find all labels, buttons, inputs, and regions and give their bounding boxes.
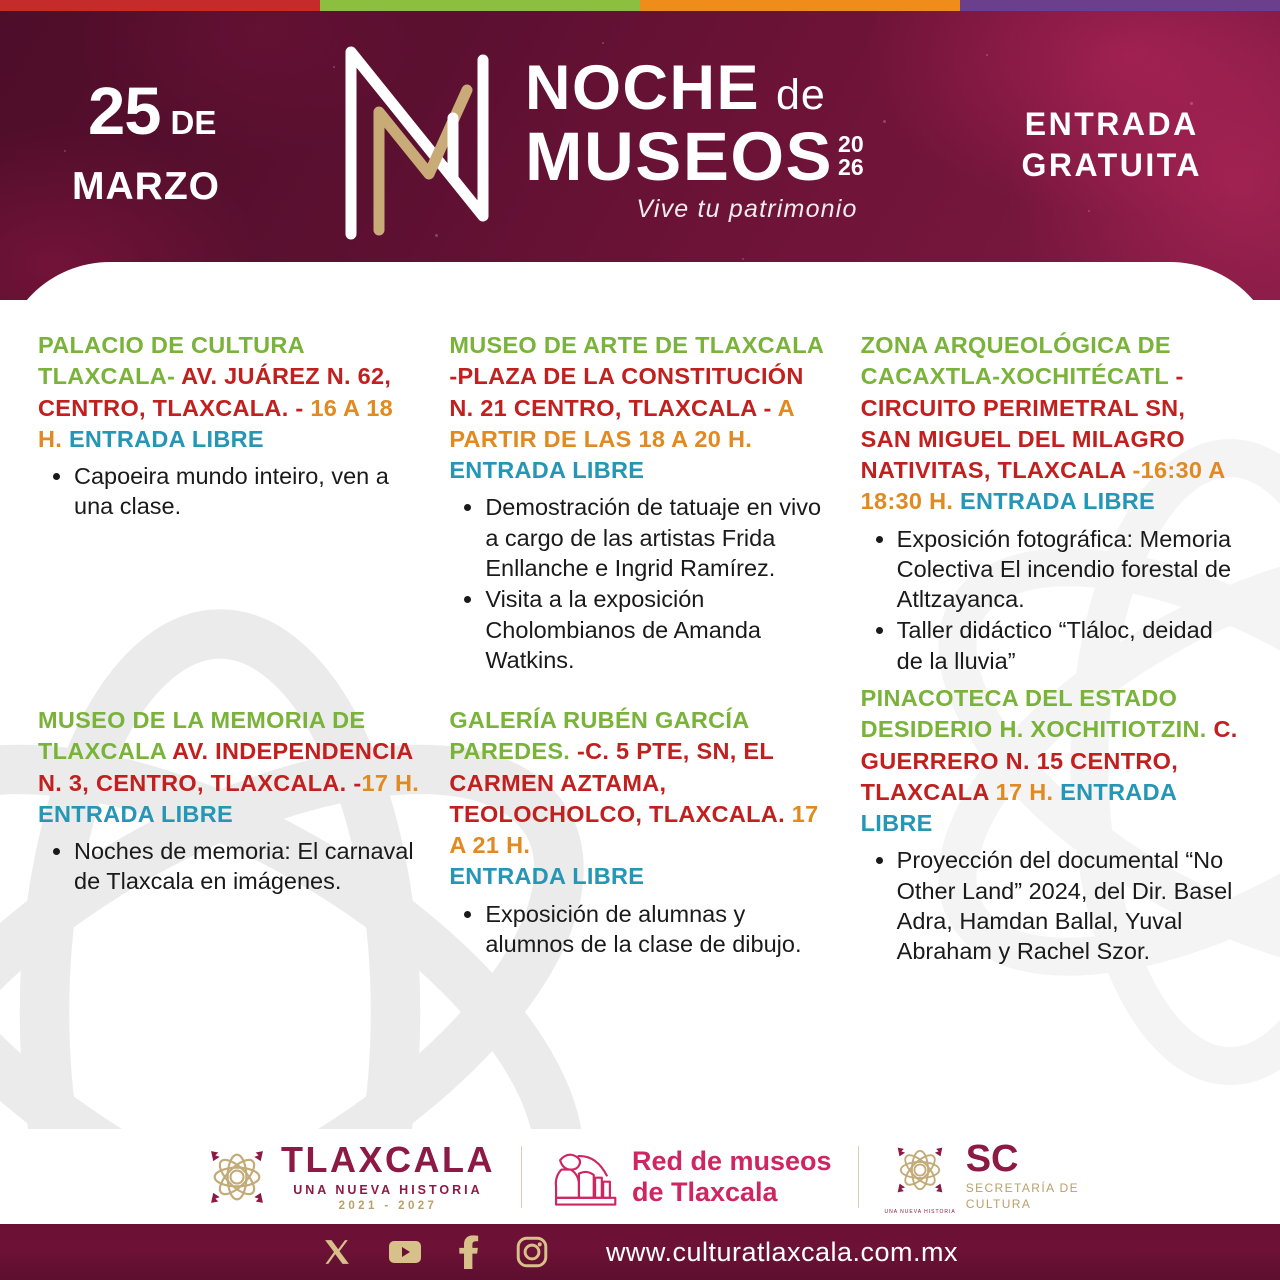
noche-de-museos-monogram-icon	[333, 38, 518, 243]
listing-heading	[449, 705, 830, 893]
free-entry-badge	[1021, 104, 1202, 186]
instagram-icon[interactable]	[516, 1236, 548, 1268]
red-de-museos-logo	[548, 1144, 832, 1210]
listing-free-entry: ENTRADA LIBRE	[449, 457, 645, 483]
youtube-icon[interactable]	[388, 1237, 422, 1267]
listing-heading	[861, 330, 1242, 518]
red-de-museos-text	[632, 1146, 832, 1206]
date-day: 25	[88, 74, 161, 149]
listing-time: 17 H.	[361, 769, 420, 796]
listing-heading	[449, 330, 830, 486]
listing-item	[441, 330, 838, 677]
tlaxcala-tagline: UNA NUEVA HISTORIA	[293, 1182, 483, 1197]
activity-item: • Exposición fotográfica: Memoria Colectiva El incendio forestal de Atltzayanca.	[897, 524, 1242, 615]
website-url[interactable]: www.culturatlaxcala.com.mx	[605, 1236, 959, 1267]
tlaxcala-logo-text	[280, 1138, 495, 1212]
listing-venue: ZONA ARQUEOLÓGICA DE CACAXTLA-XOCHITÉCATL	[860, 332, 1176, 390]
listing-heading	[38, 330, 419, 455]
listing-venue: GALERÍA RUBÉN GARCÍA PAREDES.	[449, 707, 749, 765]
color-band-purple	[960, 0, 1280, 11]
logo-year-top: 20	[838, 130, 864, 157]
listing-item	[30, 677, 427, 968]
listing-activities	[449, 492, 830, 675]
hero-banner	[0, 0, 1280, 300]
listing-address: AV. INDEPENDENCIA N. 3, CENTRO, TLAXCALA. -	[38, 738, 413, 796]
free-entry-line2: GRATUITA	[1021, 146, 1202, 183]
listing-address: AV. JUÁREZ N. 62, CENTRO, TLAXCALA. -	[38, 363, 392, 421]
listing-free-entry: ENTRADA LIBRE	[960, 488, 1155, 515]
listing-time: 17 H.	[995, 778, 1061, 805]
listing-venue: MUSEO DE LA MEMORIA DE TLAXCALA	[38, 707, 366, 765]
logo-year	[838, 130, 864, 181]
listing-time: 17 A 21 H.	[449, 800, 819, 859]
listing-venue: PALACIO DE CULTURA TLAXCALA-	[38, 332, 305, 390]
listing-activities	[861, 845, 1242, 966]
free-entry-line1: ENTRADA	[1024, 106, 1199, 142]
red-line-2: de Tlaxcala	[631, 1176, 778, 1207]
tlaxcala-name: TLAXCALA	[280, 1138, 495, 1180]
social-footer-bar	[0, 1224, 1280, 1280]
logo-divider	[521, 1146, 522, 1208]
sc-name-line-1: SECRETARÍA DE	[965, 1181, 1080, 1196]
listing-activities	[38, 836, 419, 897]
listing-free-entry: ENTRADA LIBRE	[449, 863, 645, 890]
logo-noche: NOCHE	[525, 53, 761, 123]
logo-wordmark	[525, 53, 864, 224]
listing-item	[853, 330, 1250, 677]
x-icon[interactable]	[322, 1237, 352, 1267]
listing-item	[30, 330, 427, 677]
listing-time: -16:30 A 18:30 H.	[860, 457, 1225, 515]
sc-logo-text	[965, 1137, 1080, 1213]
listing-address: C. GUERRERO N. 15 CENTRO, TLAXCALA	[860, 716, 1238, 805]
top-color-bar	[0, 0, 1280, 11]
listing-free-entry: ENTRADA LIBRE	[38, 800, 233, 827]
listing-address: -C. 5 PTE, SN, EL CARMEN AZTAMA, TEOLOCHOLCO, TLAXCALA.	[449, 738, 792, 827]
activity-item: • Capoeira mundo inteiro, ven a una clase.	[74, 461, 419, 522]
logo-de: de	[776, 71, 826, 119]
tlaxcala-government-logo	[201, 1138, 495, 1213]
date-de: DE	[170, 104, 217, 141]
listings-grid	[0, 262, 1280, 968]
institutional-logos	[0, 1129, 1280, 1224]
tlaxcala-flower-icon	[201, 1141, 273, 1213]
listing-address: -PLAZA DE LA CONSTITUCIÓN N. 21 CENTRO, TLAXCALA -	[449, 363, 804, 421]
listing-item	[441, 677, 838, 968]
sc-name-line-2: CULTURA	[965, 1196, 1032, 1211]
sc-abbreviation: SC	[965, 1137, 1019, 1180]
listing-activities	[38, 461, 419, 522]
logo-divider	[858, 1146, 859, 1208]
listing-heading	[38, 705, 419, 830]
sc-flower-icon	[889, 1139, 951, 1201]
date-month: MARZO	[72, 165, 220, 208]
activity-item: • Demostración de tatuaje en vivo a cargo de las artistas Frida Enllanche e Ingrid Ramírez.	[485, 492, 830, 583]
listing-item	[853, 677, 1250, 968]
listing-time: 16 A 18 H.	[38, 394, 393, 452]
activity-item: • Visita a la exposición Cholombianos de Amanda Watkins.	[485, 584, 830, 675]
listing-activities	[449, 899, 830, 960]
logo-tagline: Vive tu patrimonio	[636, 195, 858, 224]
listing-address: -CIRCUITO PERIMETRAL SN, SAN MIGUEL DEL MILAGRO NATIVITAS, TLAXCALA	[860, 363, 1186, 483]
red-line-1: Red de museos	[631, 1146, 832, 1177]
facebook-icon[interactable]	[458, 1235, 480, 1269]
logo-museos: MUSEOS	[525, 118, 834, 195]
listing-venue: MUSEO DE ARTE DE TLAXCALA	[449, 332, 824, 358]
listing-free-entry: ENTRADA LIBRE	[860, 778, 1177, 837]
listing-venue: PINACOTECA DEL ESTADO DESIDERIO H. XOCHITIOTZIN.	[860, 685, 1214, 743]
activity-item: • Proyección del documental “No Other Land” 2024, del Dir. Basel Adra, Hamdan Ballal, Yuval Abraham y Rachel Szor.	[897, 845, 1242, 966]
activity-item: • Exposición de alumnas y alumnos de la clase de dibujo.	[485, 899, 830, 960]
event-date	[72, 74, 328, 209]
activity-item: • Taller didáctico “Tláloc, deidad de la lluvia”	[897, 615, 1242, 676]
listing-activities	[861, 524, 1242, 677]
tlaxcala-years: 2021 - 2027	[338, 1199, 438, 1212]
sc-flower-caption: UNA NUEVA HISTORIA	[884, 1208, 956, 1215]
listing-time: A PARTIR DE LAS 18 A 20 H.	[449, 394, 794, 452]
listings-card	[0, 262, 1280, 1129]
color-band-green	[320, 0, 640, 11]
listing-heading	[861, 683, 1242, 839]
event-logo	[333, 38, 943, 263]
color-band-orange	[640, 0, 960, 11]
activity-item: • Noches de memoria: El carnaval de Tlaxcala en imágenes.	[74, 836, 419, 897]
listing-free-entry: ENTRADA LIBRE	[68, 425, 264, 452]
logo-year-bottom: 26	[838, 154, 864, 181]
artisan-weaver-icon	[548, 1144, 622, 1210]
color-band-red	[0, 0, 320, 11]
secretaria-de-cultura-logo	[885, 1139, 1080, 1215]
date-day-row	[88, 74, 328, 149]
